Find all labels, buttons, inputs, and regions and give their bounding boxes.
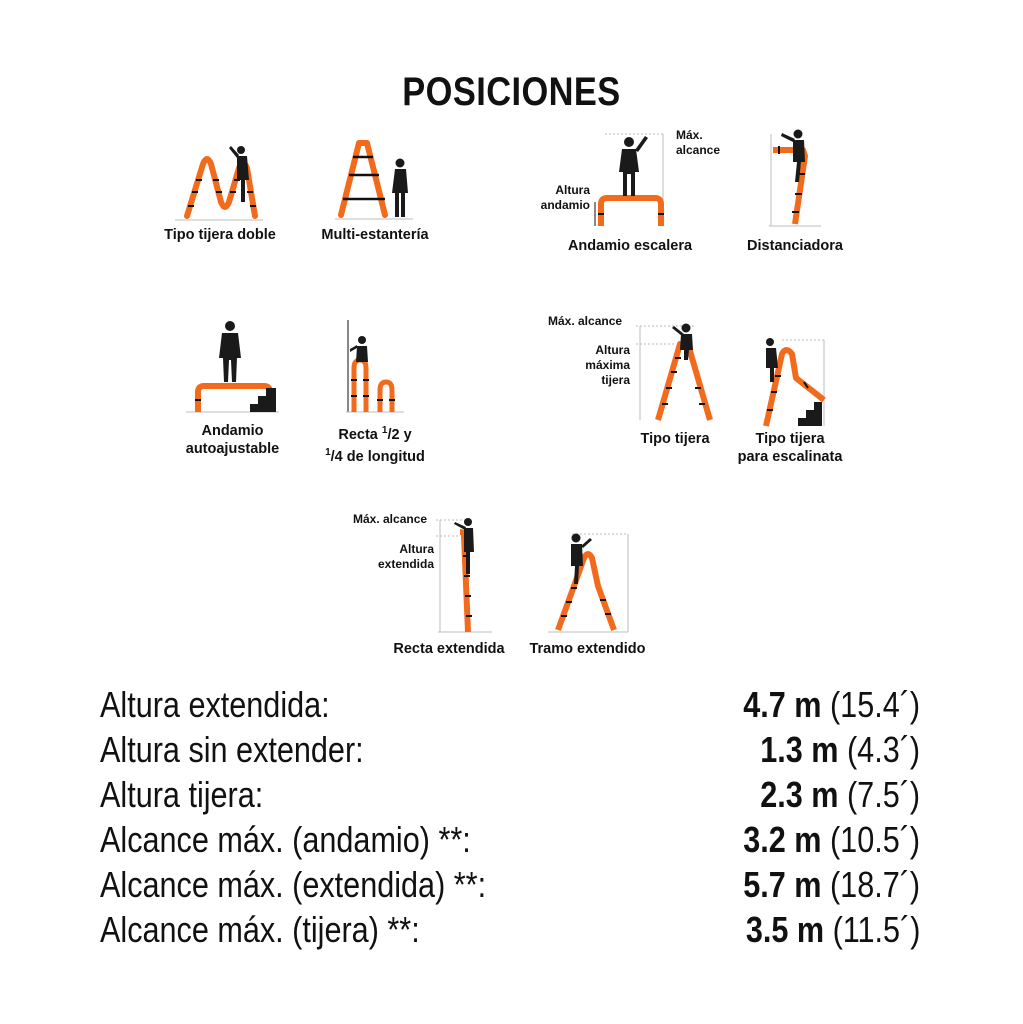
spec-value: 3.5 m (11.5´) bbox=[745, 909, 920, 950]
spec-label: Alcance máx. (andamio) **: bbox=[100, 819, 471, 860]
spec-label: Alcance máx. (tijera) **: bbox=[100, 909, 420, 950]
figure-recta-fracciones bbox=[340, 318, 410, 418]
spec-altura-tijera bbox=[100, 772, 920, 818]
label-tipo-tijera: Tipo tijera bbox=[640, 431, 710, 447]
spec-label: Alcance máx. (extendida) **: bbox=[100, 864, 487, 905]
figure-tipo-tijera bbox=[636, 320, 726, 425]
spec-label: Altura sin extender: bbox=[100, 729, 364, 770]
annotation-altura-maxima-tijera: Altura máxima tijera bbox=[585, 343, 630, 387]
figure-tipo-tijera-doble bbox=[175, 140, 265, 225]
label-tipo-tijera-doble: Tipo tijera doble bbox=[164, 227, 276, 243]
spec-label: Altura tijera: bbox=[100, 774, 264, 815]
spec-alcance-extendida bbox=[100, 862, 920, 908]
figure-andamio-escalera bbox=[585, 128, 680, 233]
spec-value: 5.7 m (18.7´) bbox=[743, 864, 920, 905]
label-andamio-escalera: Andamio escalera bbox=[567, 238, 693, 254]
annotation-max-alcance-andamio: Máx. alcance bbox=[676, 128, 721, 157]
page-title: POSICIONES bbox=[402, 70, 621, 114]
spec-alcance-tijera bbox=[100, 907, 920, 953]
spec-altura-extendida bbox=[100, 682, 920, 728]
figure-tipo-tijera-escalinata bbox=[752, 334, 832, 429]
spec-altura-sin-extender bbox=[100, 727, 920, 773]
spec-value: 1.3 m (4.3´) bbox=[760, 729, 920, 770]
spec-label: Altura extendida: bbox=[100, 684, 330, 725]
spec-value: 2.3 m (7.5´) bbox=[760, 774, 920, 815]
label-tipo-tijera-escalinata: Tipo tijera para escalinata bbox=[737, 431, 843, 465]
label-andamio-autoajustable: Andamio autoajustable bbox=[185, 423, 280, 457]
label-recta-fracciones: Recta $^1$/2 y $^1$/4 de longitud bbox=[325, 425, 425, 465]
annotation-max-alcance-recta: Máx. alcance bbox=[353, 512, 428, 526]
annotation-altura-andamio: Altura andamio bbox=[540, 183, 590, 212]
figure-multi-estanteria bbox=[335, 135, 415, 223]
figure-recta-extendida bbox=[436, 514, 496, 634]
annotation-max-alcance-tijera: Máx. alcance bbox=[548, 314, 623, 328]
figure-tramo-extendido bbox=[548, 528, 633, 636]
annotation-altura-extendida: Altura extendida bbox=[377, 542, 434, 571]
label-recta-extendida: Recta extendida bbox=[393, 641, 505, 657]
figure-andamio-autoajustable bbox=[186, 318, 281, 418]
label-multi-estanteria: Multi-estantería bbox=[321, 227, 429, 243]
label-tramo-extendido: Tramo extendido bbox=[529, 641, 646, 657]
spec-alcance-andamio bbox=[100, 817, 920, 863]
spec-value: 4.7 m (15.4´) bbox=[743, 684, 920, 725]
figure-distanciadora bbox=[765, 126, 825, 231]
label-distanciadora: Distanciadora bbox=[747, 238, 843, 254]
spec-value: 3.2 m (10.5´) bbox=[743, 819, 920, 860]
